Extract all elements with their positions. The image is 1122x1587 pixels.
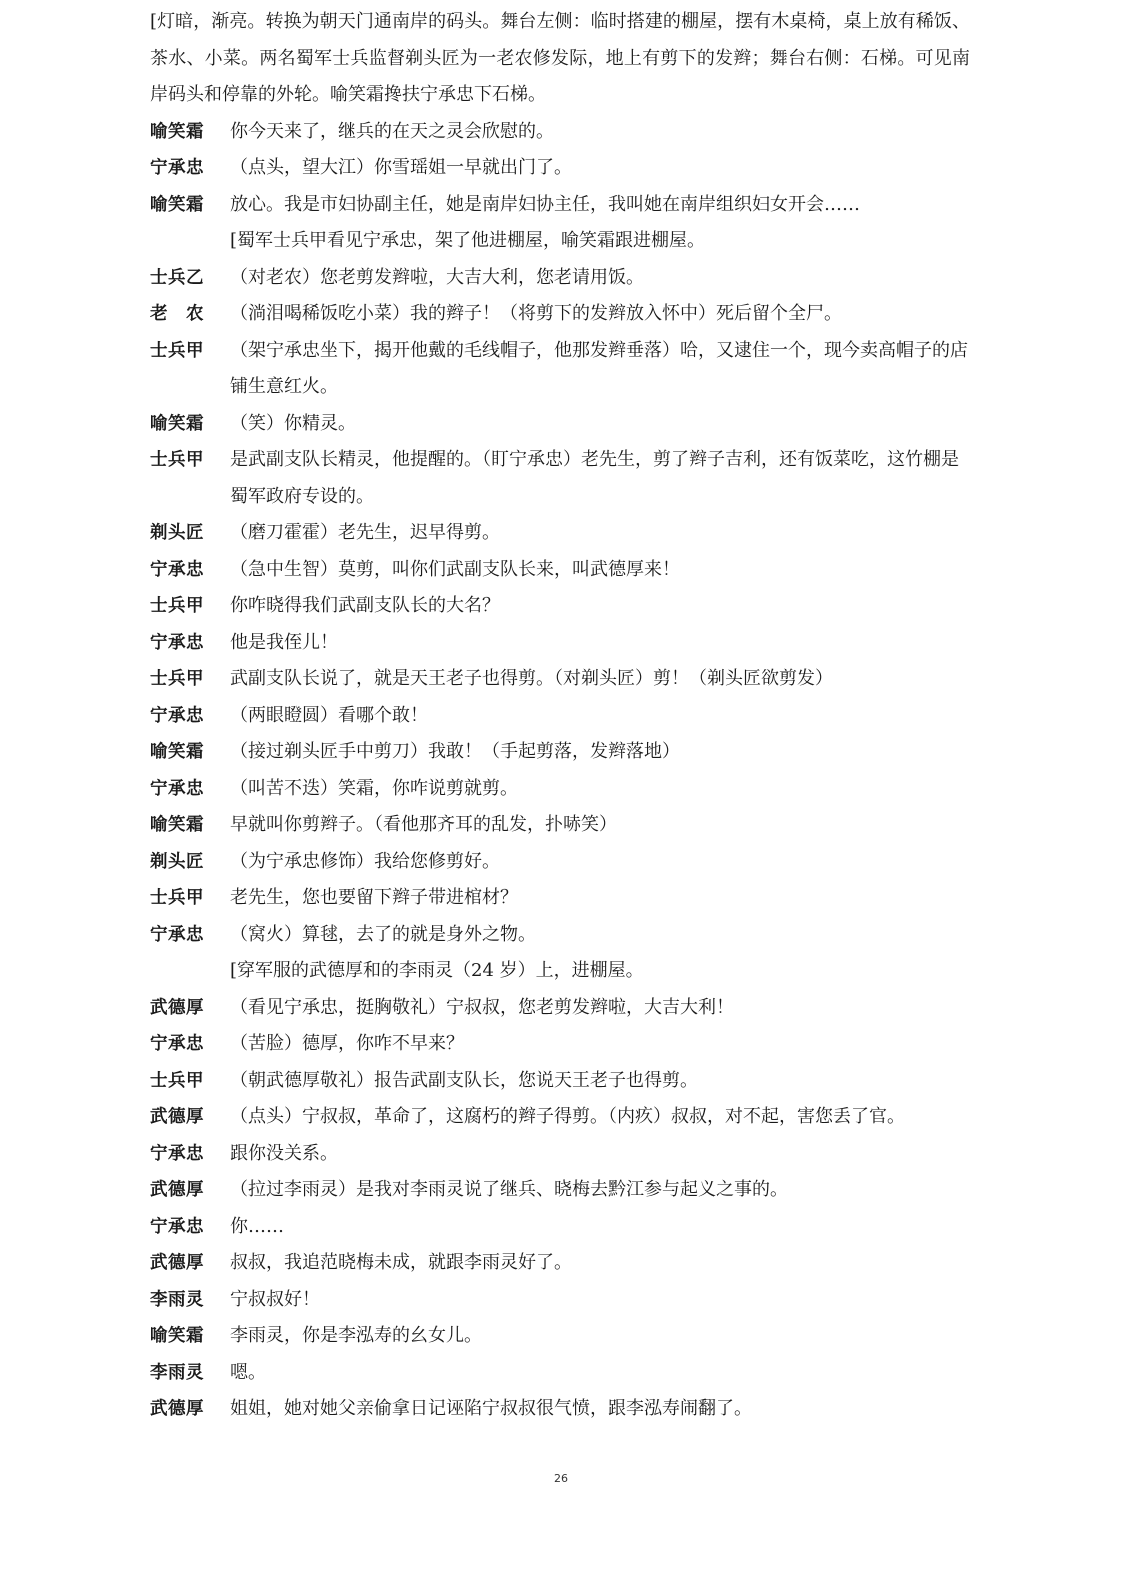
dialogue-line — [150, 1391, 970, 1428]
speech-text: 你今天来了，继兵的在天之灵会欣慰的。 — [230, 120, 554, 142]
speech-text: （窝火）算毬，去了的就是身外之物。 — [230, 923, 536, 945]
speaker-name: 士兵甲 — [150, 450, 204, 470]
speaker-name: 宁承忠 — [150, 1216, 204, 1237]
speaker-name: 喻笑霜 — [150, 742, 204, 762]
speech-text: （点头，望大江）你雪瑶姐一早就出门了。 — [230, 157, 572, 178]
stage-direction: [穿军服的武德厚和的李雨灵（24 岁）上，进棚屋。 — [230, 960, 644, 981]
speaker-name: 宁承忠 — [150, 705, 204, 726]
opening-stage-direction: [灯暗，渐亮。转换为朝天门通南岸的码头。舞台左侧：临时搭建的棚屋，摆有木桌椅，桌上放有稀饭、茶水、小菜。两名蜀军士兵监督剃头匠为一老农修发际，地上有剪下的发辫；舞台右侧：石梯。可见南岸码头和停靠的外轮。喻笑霜搀扶宁承忠下石梯。 — [150, 11, 970, 105]
page-number: 26 — [554, 1472, 568, 1485]
dialogue-line — [150, 114, 970, 151]
speaker-name: 喻笑霜 — [150, 413, 204, 434]
dialogue-line — [150, 807, 970, 844]
speaker-name: 李雨灵 — [150, 1362, 204, 1383]
speech-text: （看见宁承忠，挺胸敬礼）宁叔叔，您老剪发辫啦，大吉大利！ — [230, 996, 734, 1018]
speaker-name: 士兵乙 — [150, 267, 204, 288]
speech-text: （接过剃头匠手中剪刀）我敢！（手起剪落，发辫落地） — [230, 741, 680, 762]
dialogue-line — [150, 1172, 970, 1209]
speech-text: 宁叔叔好！ — [230, 1288, 320, 1310]
speaker-name: 士兵甲 — [150, 340, 204, 361]
speaker-name: 宁承忠 — [150, 1143, 204, 1164]
dialogue-line — [150, 1136, 970, 1173]
dialogue-line — [150, 1209, 970, 1246]
dialogue-line — [150, 1099, 970, 1136]
dialogue-line — [150, 661, 970, 698]
speech-text: （叫苦不迭）笑霜，你咋说剪就剪。 — [230, 777, 518, 799]
speaker-name: 老 农 — [150, 304, 204, 324]
speech-text: （拉过李雨灵）是我对李雨灵说了继兵、晓梅去黔江参与起义之事的。 — [230, 1179, 788, 1200]
dialogue-line — [150, 990, 970, 1027]
speech-text: 嗯。 — [230, 1361, 266, 1383]
speech-text: （为宁承忠修饰）我给您修剪好。 — [230, 850, 500, 872]
speaker-name: 李雨灵 — [150, 1289, 204, 1310]
script-page — [150, 4, 970, 1428]
speaker-name: 喻笑霜 — [150, 1326, 204, 1346]
speech-text: 他是我侄儿！ — [230, 631, 338, 653]
speaker-name: 宁承忠 — [150, 1034, 204, 1054]
speaker-name: 宁承忠 — [150, 778, 204, 799]
dialogue-line — [150, 844, 970, 881]
speech-text: （苦脸）德厚，你咋不早来？ — [230, 1033, 464, 1054]
speech-text: 你咋晓得我们武副支队长的大名？ — [230, 595, 500, 616]
speech-text: （急中生智）莫剪，叫你们武副支队长来，叫武德厚来！ — [230, 558, 680, 580]
speaker-name: 武德厚 — [150, 1180, 204, 1200]
speaker-name: 喻笑霜 — [150, 121, 204, 142]
speaker-name: 武德厚 — [150, 997, 204, 1018]
dialogue-line — [150, 625, 970, 662]
speaker-name: 剃头匠 — [150, 523, 204, 543]
dialogue-line — [150, 1355, 970, 1392]
speech-text: （笑）你精灵。 — [230, 412, 356, 434]
speech-text: （架宁承忠坐下，揭开他戴的毛线帽子，他那发辫垂落）哈，又逮住一个，现今卖高帽子的店铺生意红火。 — [230, 339, 968, 397]
speaker-name: 士兵甲 — [150, 669, 204, 689]
speech-text: （淌泪喝稀饭吃小菜）我的辫子！（将剪下的发辫放入怀中）死后留个全尸。 — [230, 303, 842, 324]
speech-text: 是武副支队长精灵，他提醒的。（盯宁承忠）老先生，剪了辫子吉利，还有饭菜吃，这竹棚是蜀军政府专设的。 — [230, 449, 959, 507]
dialogue-line — [150, 588, 970, 625]
stage-direction: [蜀军士兵甲看见宁承忠，架了他进棚屋，喻笑霜跟进棚屋。 — [230, 230, 706, 251]
dialogue-line — [150, 515, 970, 552]
speaker-name: 士兵甲 — [150, 1070, 204, 1091]
speech-text: （朝武德厚敬礼）报告武副支队长，您说天王老子也得剪。 — [230, 1069, 698, 1091]
speech-text: （两眼瞪圆）看哪个敢！ — [230, 704, 428, 726]
dialogue-line — [150, 296, 970, 333]
speaker-name: 武德厚 — [150, 1399, 204, 1419]
dialogue-line — [150, 917, 970, 954]
dialogue-line — [150, 333, 970, 406]
dialogue-line — [150, 734, 970, 771]
speech-text: （磨刀霍霍）老先生，迟早得剪。 — [230, 522, 500, 543]
dialogue-line — [150, 1063, 970, 1100]
dialogue-line — [150, 1245, 970, 1282]
speaker-name: 剃头匠 — [150, 851, 204, 872]
speaker-name: 宁承忠 — [150, 632, 204, 653]
dialogue-line — [150, 880, 970, 917]
speaker-name: 喻笑霜 — [150, 815, 204, 835]
speech-text: 李雨灵，你是李泓寿的幺女儿。 — [230, 1325, 482, 1346]
dialogue-line — [150, 442, 970, 515]
dialogue-line — [150, 698, 970, 735]
speech-text: 老先生，您也要留下辫子带进棺材？ — [230, 887, 518, 908]
speech-text: 早就叫你剪辫子。（看他那齐耳的乱发，扑哧笑） — [230, 814, 617, 835]
speaker-name: 宁承忠 — [150, 158, 204, 178]
speaker-name: 士兵甲 — [150, 596, 204, 616]
dialogue-line — [150, 187, 970, 224]
dialogue-line — [150, 771, 970, 808]
dialogue-line — [150, 150, 970, 187]
dialogue-line — [150, 1318, 970, 1355]
dialogue-line — [150, 1282, 970, 1319]
speaker-name: 士兵甲 — [150, 888, 204, 908]
speaker-name: 宁承忠 — [150, 559, 204, 580]
speech-text: 姐姐，她对她父亲偷拿日记诬陷宁叔叔很气愤，跟李泓寿闹翻了。 — [230, 1398, 752, 1419]
speech-text: （对老农）您老剪发辫啦，大吉大利，您老请用饭。 — [230, 266, 644, 288]
dialogue-line — [150, 552, 970, 589]
speech-text: （点头）宁叔叔，革命了，这腐朽的辫子得剪。（内疚）叔叔，对不起，害您丢了官。 — [230, 1106, 905, 1127]
speaker-name: 武德厚 — [150, 1107, 204, 1127]
dialogue-line — [150, 260, 970, 297]
speech-text: 放心。我是市妇协副主任，她是南岸妇协主任，我叫她在南岸组织妇女开会…… — [230, 193, 860, 215]
speaker-name: 喻笑霜 — [150, 194, 204, 215]
speaker-name: 宁承忠 — [150, 924, 204, 945]
dialogue-line — [150, 406, 970, 443]
speaker-name: 武德厚 — [150, 1253, 204, 1273]
speech-text: 你…… — [230, 1215, 284, 1237]
speech-text: 跟你没关系。 — [230, 1142, 338, 1164]
dialogue-list — [150, 114, 970, 1428]
speech-text: 叔叔，我追范晓梅未成，就跟李雨灵好了。 — [230, 1252, 572, 1273]
speech-text: 武副支队长说了，就是天王老子也得剪。（对剃头匠）剪！（剃头匠欲剪发） — [230, 668, 833, 689]
dialogue-line — [150, 1026, 970, 1063]
